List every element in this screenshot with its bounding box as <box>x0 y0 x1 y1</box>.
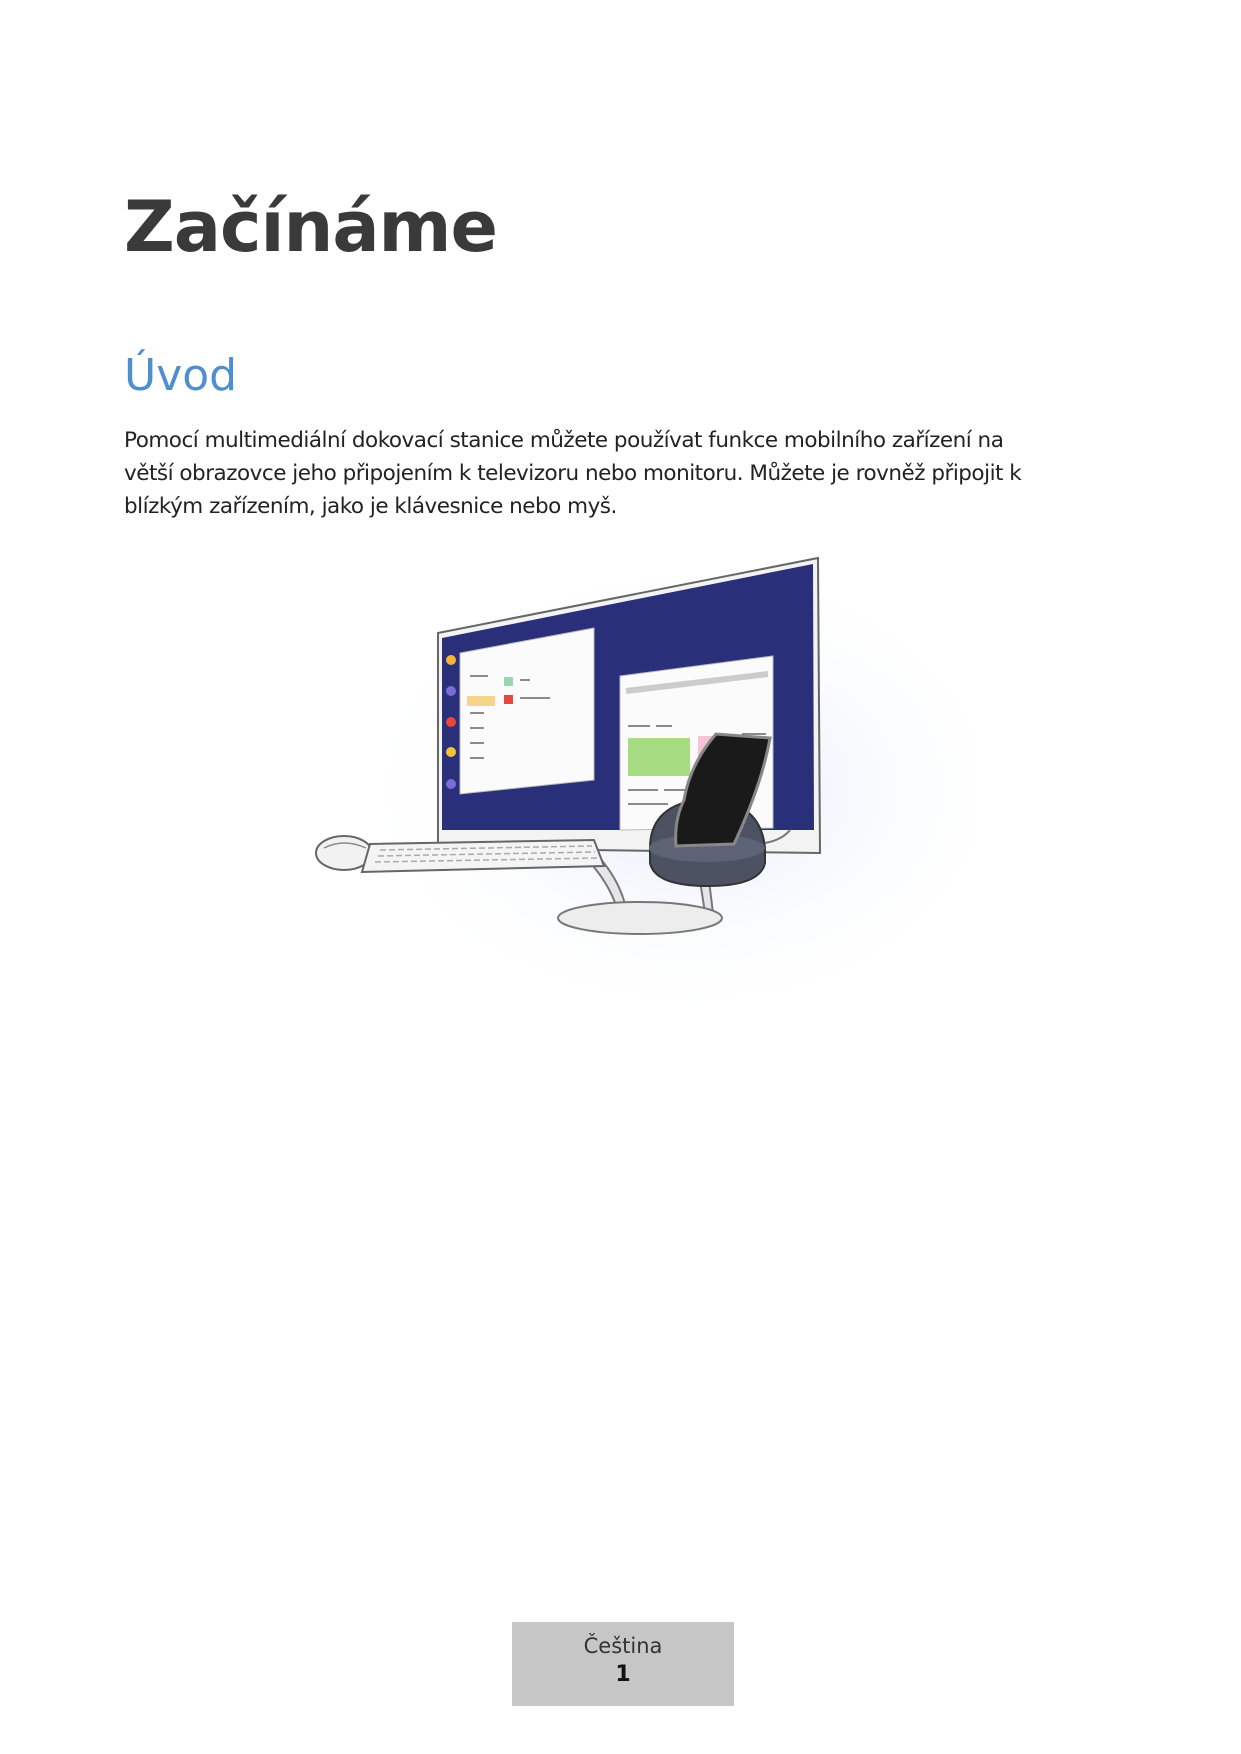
keyboard <box>362 840 604 872</box>
section-heading: Úvod <box>124 350 238 401</box>
desktop-dock-illustration <box>310 548 970 1008</box>
footer-language: Čeština <box>583 1634 663 1658</box>
page-footer <box>512 1622 734 1706</box>
page-number: 1 <box>615 1662 631 1687</box>
page-title: Začínáme <box>124 186 497 268</box>
intro-paragraph: Pomocí multimediální dokovací stanice můžete používat funkce mobilního zařízení na větší obrazovce jeho připojením k televizoru nebo monitoru. Můžete je rovněž připojit k blízkým zařízením, jako je klávesnice nebo myš. <box>124 428 1022 519</box>
